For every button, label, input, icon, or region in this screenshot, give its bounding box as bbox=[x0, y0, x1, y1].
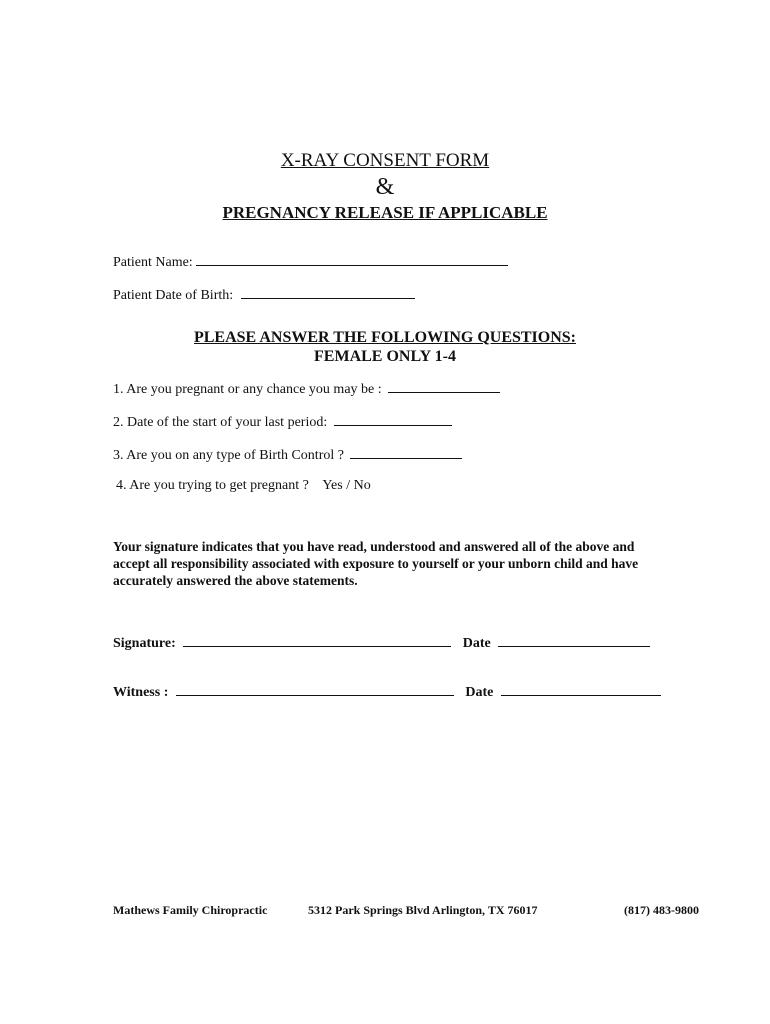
question-3-answer-field[interactable] bbox=[350, 445, 462, 459]
patient-name-label: Patient Name: bbox=[113, 255, 193, 270]
question-2-text: 2. Date of the start of your last period: bbox=[113, 415, 328, 430]
question-1-text: 1. Are you pregnant or any chance you may be : bbox=[113, 382, 382, 397]
patient-dob-label: Patient Date of Birth: bbox=[113, 288, 234, 303]
question-3-text: 3. Are you on any type of Birth Control ? bbox=[113, 448, 344, 463]
witness-row bbox=[113, 682, 661, 701]
witness-label: Witness : bbox=[113, 685, 169, 700]
form-title: X-RAY CONSENT FORM bbox=[280, 150, 490, 171]
question-1 bbox=[113, 379, 500, 398]
patient-dob-row bbox=[113, 285, 415, 304]
signature-field[interactable] bbox=[183, 633, 451, 647]
questions-heading: PLEASE ANSWER THE FOLLOWING QUESTIONS: bbox=[193, 329, 577, 346]
signature-label: Signature: bbox=[113, 636, 176, 651]
signature-date-field[interactable] bbox=[498, 633, 650, 647]
patient-dob-field[interactable] bbox=[241, 285, 415, 299]
patient-name-field[interactable] bbox=[196, 252, 508, 266]
signature-date-label: Date bbox=[462, 636, 491, 651]
patient-name-row bbox=[113, 252, 508, 271]
question-3 bbox=[113, 445, 462, 464]
footer-phone: (817) 483-9800 bbox=[624, 903, 699, 917]
ampersand: & bbox=[375, 174, 395, 200]
question-4-text: 4. Are you trying to get pregnant ? bbox=[116, 478, 309, 493]
witness-date-field[interactable] bbox=[501, 682, 661, 696]
form-subtitle: PREGNANCY RELEASE IF APPLICABLE bbox=[222, 203, 548, 222]
footer-practice: Mathews Family Chiropractic bbox=[113, 903, 268, 917]
question-2-answer-field[interactable] bbox=[334, 412, 452, 426]
consent-statement: Your signature indicates that you have read, understood and answered all of the above and accept all responsibility associated with exposure to yourself or your unborn child and have accurately answered the above statements. bbox=[113, 539, 639, 588]
footer-address: 5312 Park Springs Blvd Arlington, TX 76017 bbox=[308, 903, 538, 917]
witness-field[interactable] bbox=[176, 682, 454, 696]
witness-date-label: Date bbox=[465, 685, 494, 700]
signature-row bbox=[113, 633, 650, 652]
question-1-answer-field[interactable] bbox=[388, 379, 500, 393]
questions-subheading: FEMALE ONLY 1-4 bbox=[314, 348, 456, 365]
question-4-options[interactable]: Yes / No bbox=[322, 478, 371, 493]
question-4 bbox=[116, 478, 371, 494]
question-2 bbox=[113, 412, 452, 431]
